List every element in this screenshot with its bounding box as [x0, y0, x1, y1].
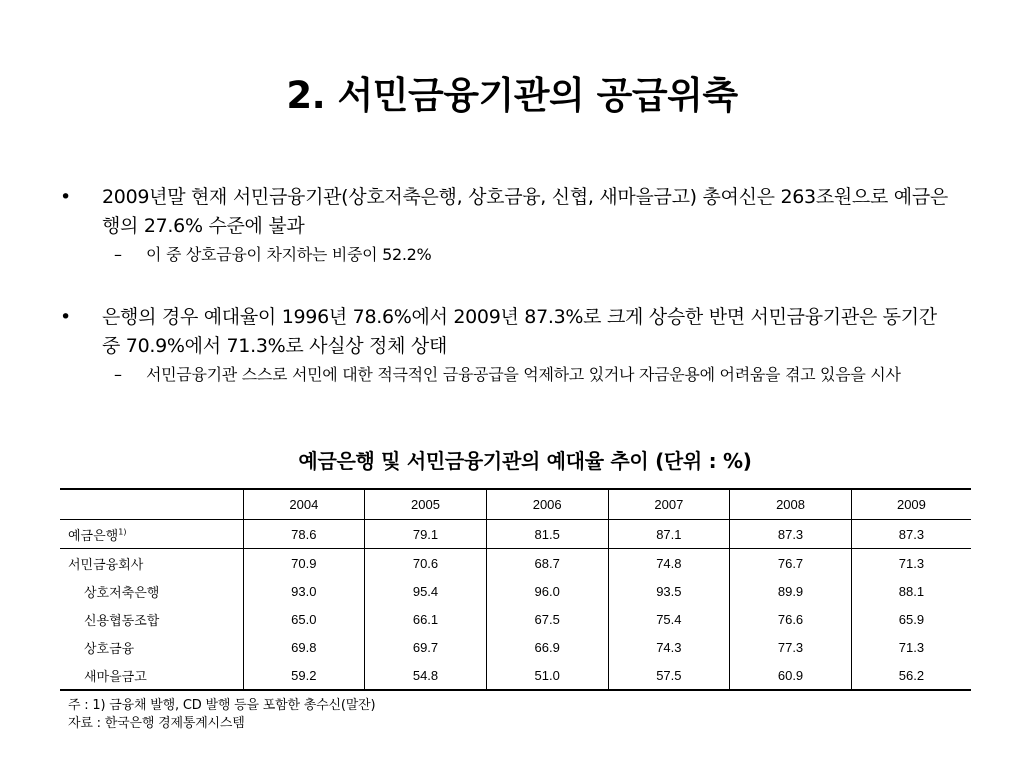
- table-cell: 76.7: [730, 549, 852, 578]
- sub-bullet-text: 이 중 상호금융이 차지하는 비중이 52.2%: [146, 245, 432, 264]
- header-cell: 2005: [365, 489, 487, 520]
- table-cell: 75.4: [608, 605, 730, 633]
- table-cell: 76.6: [730, 605, 852, 633]
- table-cell: 51.0: [486, 661, 608, 690]
- loan-deposit-ratio-table: [60, 488, 971, 691]
- slide-title: 2. 서민금융기관의 공급위축: [286, 74, 738, 117]
- table-row: [60, 633, 971, 661]
- table-cell: 87.3: [851, 520, 971, 549]
- table-cell: 69.7: [365, 633, 487, 661]
- bullet-item: [60, 183, 960, 241]
- table-cell: 88.1: [851, 577, 971, 605]
- table-cell: 77.3: [730, 633, 852, 661]
- bullet-marker: •: [60, 186, 71, 208]
- row-label: 예금은행$^{1)}$: [60, 520, 243, 549]
- table-cell: 70.6: [365, 549, 487, 578]
- header-cell: 2006: [486, 489, 608, 520]
- source-note: 자료 : 한국은행 경제통계시스템: [68, 716, 245, 731]
- table-header-row: [60, 489, 971, 520]
- table-row: [60, 549, 971, 578]
- header-cell: 2008: [730, 489, 852, 520]
- bullet-marker: •: [60, 306, 71, 328]
- table-cell: 59.2: [243, 661, 365, 690]
- row-label: 새마을금고: [60, 661, 243, 690]
- row-label: 신용협동조합: [60, 605, 243, 633]
- sub-bullet-item: [60, 363, 960, 387]
- footnote-marker: 1): [118, 527, 127, 537]
- table-cell: 87.1: [608, 520, 730, 549]
- table-cell: 71.3: [851, 549, 971, 578]
- table-cell: 56.2: [851, 661, 971, 690]
- table-row: [60, 520, 971, 549]
- bullet-text: 은행의 경우 예대율이 1996년 78.6%에서 2009년 87.3%로 크게 상승한 반면 서민금융기관은 동기간 중 70.9%에서 71.3%로 사실상 정체 상태: [102, 306, 937, 357]
- header-cell: 2009: [851, 489, 971, 520]
- row-label: 서민금융회사: [60, 549, 243, 578]
- sub-bullet-marker: –: [114, 245, 122, 264]
- row-label: 상호금융: [60, 633, 243, 661]
- table-cell: 60.9: [730, 661, 852, 690]
- table-title: 예금은행 및 서민금융기관의 예대율 추이 (단위 : %): [298, 449, 752, 473]
- table-cell: 71.3: [851, 633, 971, 661]
- table-cell: 65.9: [851, 605, 971, 633]
- table-row: [60, 577, 971, 605]
- header-cell: [60, 489, 243, 520]
- header-cell: 2007: [608, 489, 730, 520]
- table-cell: 95.4: [365, 577, 487, 605]
- table-cell: 74.8: [608, 549, 730, 578]
- table-cell: 93.0: [243, 577, 365, 605]
- footnote: 주 : 1) 금융채 발행, CD 발행 등을 포함한 총수신(말잔): [68, 698, 376, 713]
- table-cell: 69.8: [243, 633, 365, 661]
- table-cell: 57.5: [608, 661, 730, 690]
- table-cell: 78.6: [243, 520, 365, 549]
- table-cell: 66.1: [365, 605, 487, 633]
- bullet-text: 2009년말 현재 서민금융기관(상호저축은행, 상호금융, 신협, 새마을금고) 총여신은 263조원으로 예금은행의 27.6% 수준에 불과: [102, 186, 948, 237]
- table-cell: 67.5: [486, 605, 608, 633]
- table-row: [60, 661, 971, 690]
- table-cell: 79.1: [365, 520, 487, 549]
- table-cell: 70.9: [243, 549, 365, 578]
- table-cell: 89.9: [730, 577, 852, 605]
- table-cell: 66.9: [486, 633, 608, 661]
- table-cell: 54.8: [365, 661, 487, 690]
- table-cell: 74.3: [608, 633, 730, 661]
- table-row: [60, 605, 971, 633]
- header-cell: 2004: [243, 489, 365, 520]
- sub-bullet-text: 서민금융기관 스스로 서민에 대한 적극적인 금융공급을 억제하고 있거나 자금운용에 어려움을 겪고 있음을 시사: [146, 365, 901, 384]
- sub-bullet-item: [60, 243, 960, 267]
- table-cell: 93.5: [608, 577, 730, 605]
- table-cell: 87.3: [730, 520, 852, 549]
- sub-bullet-marker: –: [114, 365, 122, 384]
- table-cell: 81.5: [486, 520, 608, 549]
- bullet-item: [60, 303, 960, 361]
- bullet-list: [60, 183, 960, 387]
- table-cell: 68.7: [486, 549, 608, 578]
- table-cell: 96.0: [486, 577, 608, 605]
- table-cell: 65.0: [243, 605, 365, 633]
- row-label: 상호저축은행: [60, 577, 243, 605]
- table-notes: [68, 697, 375, 733]
